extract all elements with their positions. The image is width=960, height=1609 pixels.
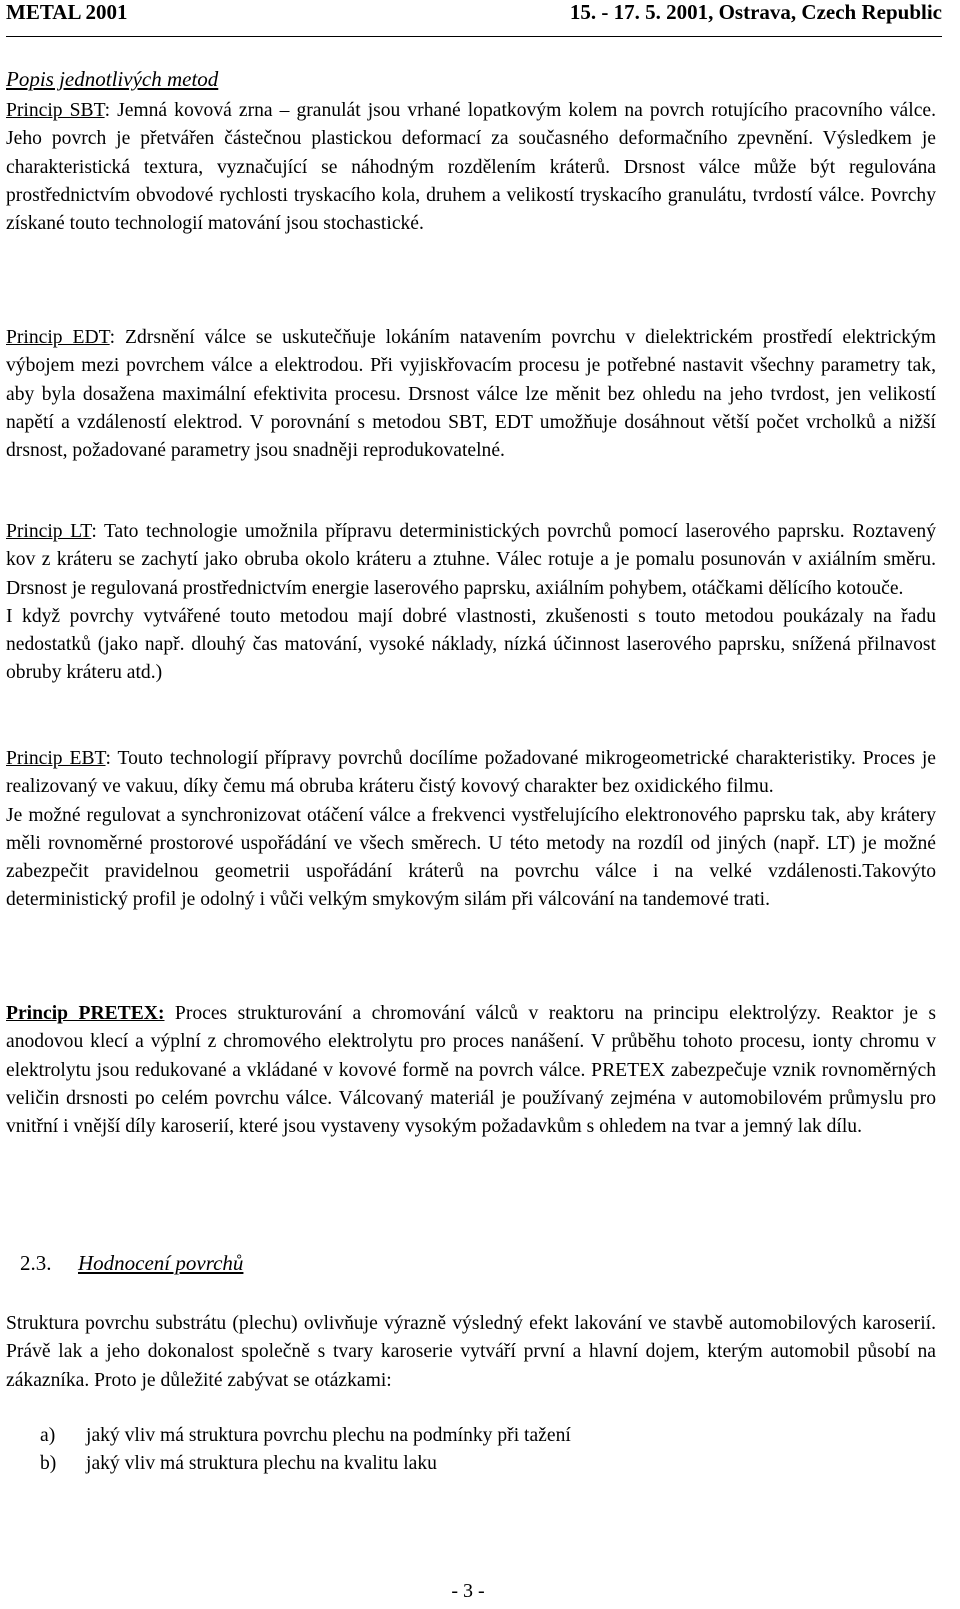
label-ebt: Princip EBT [6,748,106,769]
subsection-title: Hodnocení povrchů [78,1251,244,1275]
label-lt: Princip LT [6,521,92,542]
label-edt: Princip EDT [6,327,110,348]
text-sbt-a: : Jemná kovová zrna – granulát jsou vrhané lopatkovým kolem na povrch rotujícího pracovního válce. Jeho povrch je přetvářen částečnou plastickou deformací za současného deformačního zpevnění. Výsledkem je charakteristická textura, vyznačující se náhodným rozdělením kráterů. [6,100,936,178]
conference-date-place: 15. - 17. 5. 2001, Ostrava, Czech Republic [569,0,942,24]
paragraph-sbt [6,97,936,238]
paragraph-pretex [6,1000,936,1141]
text-edt-a: : Zdrsnění válce se uskutečňuje lokáním natavením povrchu v dielektrickém prostředí elektrickým výbojem mezi povrchem válce a elektrodou. [6,327,936,377]
paragraph-ebt [6,745,936,915]
text-ebt-b: Je možné regulovat a synchronizovat otáčení válce a frekvenci vystřelujícího elektronového paprsku tak, aby krátery měli rovnoměrné prostorové uspořádání ve všech směrech. U této metody na rozdíl od jiných (např. LT) je možné zabezpečit pravidelnou geometrii uspořádání kráterů na povrchu válce i na velké vzdálenosti.Takovýto deterministický profil je odolný i vůči velkým smykovým silám při válcování na tandemové trati. [6,804,936,911]
page-header [6,0,942,37]
section-title: Popis jednotlivých metod [6,67,219,91]
text-lt-b: I když povrchy vytvářené touto metodou mají dobré vlastnosti, zkušenosti s touto metodou poukázaly na řadu nedostatků (jako např. dlouhý čas matování, vysoké náklady, nízká účinnost laserového paprsku, snížená přilnavost obruby kráteru atd.) [6,605,936,684]
page-number: - 3 - [451,1580,485,1602]
paragraph-intro: Struktura povrchu substrátu (plechu) ovlivňuje výrazně výsledný efekt lakování ve stavbě automobilových karoserií. Právě lak a jeho dokonalost společně s tvary karoserie vytváří první a hlavní dojem, kterým automobil působí na zákazníka. Proto je důležité zabývat se otázkami: [6,1313,936,1391]
text-ebt-a: : Touto technologií přípravy povrchů docílíme požadované mikrogeometrické charakteristiky. Proces je realizovaný ve vakuu, díky čemu má obruba kráteru čistý kovový charakter bez oxidického filmu. [6,748,936,798]
list-marker: a) [40,1425,56,1446]
conference-name: METAL 2001 [6,0,128,24]
list-text: jaký vliv má struktura plechu na kvalitu laku [86,1453,437,1474]
list-item [40,1425,571,1447]
list-marker: b) [40,1453,57,1474]
text-edt-b: Při vyjiskřovacím procesu je potřebné nastavit všechny parametry tak, aby byla dosažena maximální efektivita procesu. Drsnost válce lze měnit bez ohledu na jeho tvrdost, jen velikostí napětí a vzdáleností elektrod. V porovnání s metodou SBT, EDT umožňuje dosáhnout větší počet vrcholků a nižší drsnost, požadované parametry jsou snadněji reprodukovatelné. [6,355,936,462]
text-pretex: Proces strukturování a chromování válců v reaktoru na principu elektrolýzy. Reaktor je s anodovou klecí a výplní z chromového elektrolytu pro proces nanášení. V průběhu tohoto procesu, ionty chromu v elektrolytu jsou redukované a vkládané v kovové formě na povrch válce. PRETEX zabezpečuje vznik rovnoměrných veličin drsnosti po celém povrchu válce. Válcovaný materiál je používaný zejména v automobilovém průmyslu pro vnitřní i vnější díly karoserií, které jsou vystaveny vysokým požadavkům s ohledem na tvar a jemný lak dílu. [6,1003,936,1138]
label-sbt: Princip SBT [6,100,105,121]
text-sbt-b: Drsnost válce může být regulována prostřednictvím obvodové rychlosti tryskacího kola, druhem a velikostí tryskacího granulátu, tvrdostí válce. Povrchy získané touto technologií matování jsou stochastické. [6,156,936,235]
list-text: jaký vliv má struktura povrchu plechu na podmínky při tažení [86,1425,571,1446]
text-lt-a: : Tato technologie umožnila přípravu deterministických povrchů pomocí laserového paprsku. Roztavený kov z kráteru se zachytí jako obruba okolo kráteru a ztuhne. Válec rotuje a je pomalu posunován v axiálním směru. Drsnost je regulovaná prostřednictvím energie laserového paprsku, axiálním pohybem, otáčkami dělícího kotouče. [6,521,936,599]
list-item [40,1453,437,1475]
paragraph-edt [6,324,936,465]
paragraph-lt [6,518,936,688]
subsection-heading [20,1251,243,1276]
subsection-number: 2.3. [20,1251,52,1275]
label-pretex: Princip PRETEX: [6,1003,165,1024]
